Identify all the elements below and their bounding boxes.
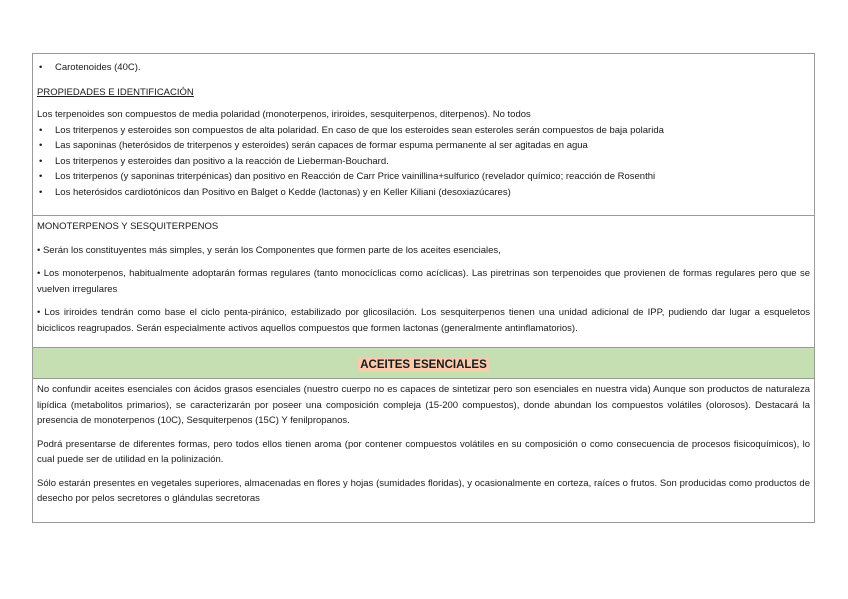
properties-list	[37, 123, 810, 201]
list-item: • Carotenoides (40C).	[37, 60, 810, 76]
list-item: • Las saponinas (heterósidos de triterpenos y esteroides) serán capaces de formar espuma permanente al ser agitadas en agua	[37, 138, 810, 154]
paragraph: • Los monoterpenos, habitualmente adoptarán formas regulares (tanto monocíclicas como acíclicas). Las piretrinas son terpenoides que provienen de formas regulares pero que se vuelven irregulares	[37, 268, 810, 295]
list-item: • Los triterpenos (y saponinas triterpénicas) dan positivo en Reacción de Carr Price vainillina+sulfurico (revelador químico; reacción de Rosenthi	[37, 169, 810, 185]
paragraph: No confundir aceites esenciales con ácidos grasos esenciales (nuestro cuerpo no es capaces de sintetizar pero son esenciales en nuestra vida) Aunque son productos de naturaleza lipídica (metabolitos primarios), se caracterizarán por poseer una composición compleja (15-200 compuestos), donde abundan los compuestos volátiles (olorosos). Destacará la presencia de monoterpenos (10C), Sesquiterpenos (15C) Y fenilpropanos.	[37, 384, 810, 426]
list-item: • Los triterpenos y esteroides dan positivo a la reacción de Lieberman-Bouchard.	[37, 154, 810, 170]
properties-cell	[33, 54, 814, 216]
paragraph: Podrá presentarse de diferentes formas, pero todos ellos tienen aroma (por contener compuestos volátiles en su composición o como consecuencia de procesos fisicoquímicos), lo cual puede ser de utilidad en la polinización.	[37, 438, 810, 465]
paragraph: Sólo estarán presentes en vegetales superiores, almacenadas en flores y hojas (sumidades floridas), y ocasionalmente en corteza, raíces o frutos. Son producidas como productos de desecho por pelos secretores o glándulas secretoras	[37, 477, 810, 504]
section-title-essential-oils: ACEITES ESENCIALES	[360, 359, 487, 371]
section-heading-properties: PROPIEDADES E IDENTIFICACIÓN	[37, 86, 194, 98]
section-heading-mono-sesqui: MONOTERPENOS Y SESQUITERPENOS	[37, 221, 219, 232]
document-table	[32, 53, 815, 523]
paragraph: • Los iriroides tendrán como base el ciclo penta-piránico, estabilizado por glicosilación. Los sesquiterpenos tienen una unidad adicional de IPP, pudiendo dar lugar a esqueletos biciclicos reagrupados. Serán especialmente activos aquellos compuestos que formen lactonas (generalmente antinflamatorios).	[37, 307, 810, 334]
terpenoid-intro: Los terpenoides son compuestos de media polaridad (monoterpenos, iriroides, sesquiterpenos, diterpenos). No todos	[37, 109, 531, 120]
essential-oils-cell	[33, 379, 814, 522]
mono-sesqui-cell	[33, 216, 814, 348]
essential-oils-title-cell	[33, 348, 814, 379]
carotenoid-list	[37, 60, 810, 76]
list-item: • Los triterpenos y esteroides son compuestos de alta polaridad. En caso de que los esteroides sean esteroles serán compuestos de baja polarida	[37, 123, 810, 139]
list-item: • Los heterósidos cardiotónicos dan Positivo en Balget o Kedde (lactonas) y en Keller Kiliani (desoxiazúcares)	[37, 185, 810, 201]
paragraph: • Serán los constituyentes más simples, y serán los Componentes que formen parte de los aceites esenciales,	[37, 244, 501, 256]
